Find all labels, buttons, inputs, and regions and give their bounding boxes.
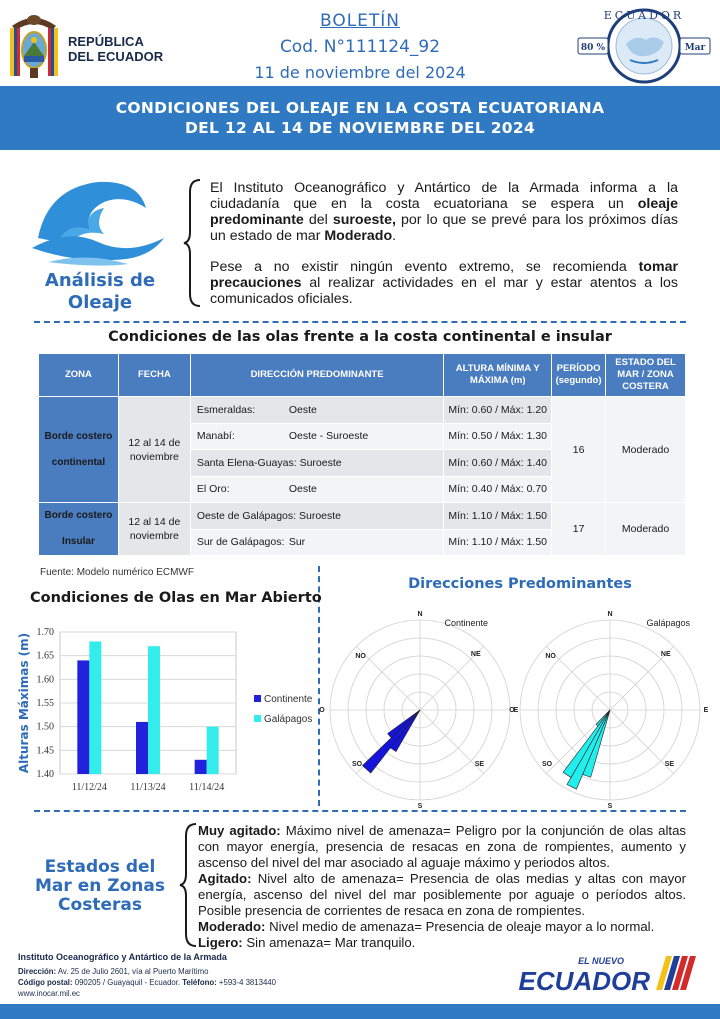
seal-left-badge: 80 % bbox=[580, 43, 606, 53]
analysis-title-line1: Análisis de bbox=[44, 270, 156, 291]
direction-value: Sur bbox=[288, 536, 306, 549]
place-name: Esmeraldas: bbox=[196, 403, 256, 416]
logo-big-text: ECUADOR bbox=[518, 966, 650, 996]
period-continental: 16 bbox=[552, 397, 606, 503]
place-name: El Oro: bbox=[196, 483, 230, 496]
legend-swatch-continente bbox=[254, 695, 261, 702]
rose-chart-continente bbox=[319, 611, 520, 810]
table-title: Condiciones de las olas frente a la costa continental e insular bbox=[108, 329, 612, 345]
bar-continente-1 bbox=[136, 722, 148, 774]
footer-contact bbox=[18, 966, 276, 999]
period-insular: 17 bbox=[552, 503, 606, 556]
direction-label-s: S bbox=[417, 803, 423, 810]
legend-swatch-galápagos bbox=[254, 715, 261, 722]
bulletin-label: BOLETÍN bbox=[319, 11, 401, 31]
direction-value: Suroeste bbox=[298, 509, 342, 522]
place-name: Santa Elena-Guayas: bbox=[196, 456, 297, 469]
state-label: Muy agitado: bbox=[198, 823, 281, 838]
direction-cell bbox=[190, 503, 444, 530]
direction-label-no: NO bbox=[355, 652, 366, 660]
direction-value: Oeste - Suroeste bbox=[288, 430, 369, 443]
direction-label-no: NO bbox=[545, 652, 556, 660]
direction-label-so: SO bbox=[541, 760, 553, 768]
analysis-title bbox=[20, 270, 180, 314]
rose-spoke bbox=[356, 646, 420, 710]
date-insular: 12 al 14 de noviembre bbox=[118, 503, 190, 556]
zone-continental: Borde costero continental bbox=[39, 397, 119, 503]
legend-label-galápagos: Galápagos bbox=[264, 714, 313, 725]
direction-label-n: N bbox=[417, 611, 423, 618]
table-source: Fuente: Modelo numérico ECMWF bbox=[40, 567, 194, 578]
text-run: del bbox=[303, 212, 333, 228]
footer-web-link[interactable]: www.inocar.mil.ec bbox=[18, 989, 80, 998]
state-description: Sin amenaza= Mar tranquilo. bbox=[242, 935, 416, 950]
rose-title: Continente bbox=[444, 618, 488, 628]
wave-icon bbox=[28, 168, 168, 268]
direction-label-so: SO bbox=[351, 760, 363, 768]
direction-label-o: O bbox=[319, 707, 325, 714]
place-name: Oeste de Galápagos: bbox=[196, 509, 297, 522]
bulletin-code: Cod. N°111124_92 bbox=[279, 37, 441, 57]
header-estado: ESTADO DEL MAR / ZONA COSTERA bbox=[606, 354, 686, 397]
direction-label-s: S bbox=[607, 803, 613, 810]
state-label: Ligero: bbox=[198, 935, 243, 950]
bar-galápagos-1 bbox=[148, 646, 160, 774]
ecuador-80-mar-seal-icon bbox=[574, 4, 714, 84]
text-run: Pese a no existir ningún evento extremo, se recomienda bbox=[210, 259, 639, 275]
direction-label-ne: NE bbox=[660, 651, 671, 658]
direction-cell bbox=[190, 423, 444, 450]
footer-phone: +593-4 3813440 bbox=[216, 978, 276, 987]
footer-postal: 090205 / Guayaquil - Ecuador. bbox=[72, 978, 183, 987]
text-bold: suroeste, bbox=[332, 212, 396, 228]
direction-cell bbox=[190, 476, 444, 503]
states-list bbox=[198, 823, 686, 951]
republic-logo bbox=[6, 12, 166, 80]
footer-label: Código postal: bbox=[18, 978, 73, 987]
bulletin-date: 11 de noviembre del 2024 bbox=[254, 63, 466, 82]
text-bold: Moderado bbox=[324, 228, 393, 244]
y-tick-label: 1.50 bbox=[36, 721, 54, 733]
rose-title: Galápagos bbox=[646, 618, 690, 628]
height-cell: Mín: 0.40 / Máx: 0.70 bbox=[444, 476, 552, 503]
header-zona: ZONA bbox=[39, 354, 119, 397]
footer-address: Av. 25 de Julio 2601, vía al Puerto Marítimo bbox=[56, 967, 209, 976]
text-run: al realizar actividades en el mar y estar atentos a los comunicados oficiales. bbox=[210, 275, 678, 307]
states-title-line3: Costeras bbox=[58, 895, 142, 915]
rose-group-title: Direcciones Predominantes bbox=[408, 576, 632, 592]
y-tick-label: 1.60 bbox=[36, 674, 54, 686]
bottom-bar bbox=[0, 1004, 720, 1019]
state-description: Nivel medio de amenaza= Presencia de oleaje mayor a lo normal. bbox=[265, 919, 655, 934]
direction-value: Suroeste bbox=[299, 456, 342, 469]
rose-spoke bbox=[546, 646, 610, 710]
state-label: Agitado: bbox=[198, 871, 252, 886]
title-banner bbox=[0, 86, 720, 150]
direction-value: Oeste bbox=[288, 403, 317, 416]
el-nuevo-ecuador-logo bbox=[518, 950, 702, 996]
place-name: Sur de Galápagos: bbox=[196, 536, 285, 549]
place-name: Manabí: bbox=[196, 430, 235, 443]
state-insular: Moderado bbox=[606, 503, 686, 556]
bar-galápagos-2 bbox=[207, 727, 219, 774]
footer-label: Dirección: bbox=[18, 967, 57, 976]
header-direccion: DIRECCIÓN PREDOMINANTE bbox=[190, 354, 444, 397]
bar-chart bbox=[8, 614, 318, 800]
y-tick-label: 1.55 bbox=[36, 698, 54, 709]
states-title-line1: Estados del bbox=[44, 857, 156, 877]
banner-line1: CONDICIONES DEL OLEAJE EN LA COSTA ECUATORIANA bbox=[115, 99, 605, 117]
table-header-row bbox=[39, 354, 686, 397]
text-bold: tomar precauciones bbox=[210, 259, 678, 291]
wave-conditions-table bbox=[38, 353, 686, 556]
banner-line2: DEL 12 AL 14 DE NOVIEMBRE DEL 2024 bbox=[184, 119, 536, 137]
table-row bbox=[39, 397, 686, 424]
x-tick-label: 11/12/24 bbox=[71, 782, 107, 793]
states-title bbox=[20, 858, 180, 915]
x-tick-label: 11/14/24 bbox=[189, 782, 225, 793]
direction-label-o: O bbox=[509, 707, 515, 714]
direction-value: Oeste bbox=[288, 483, 317, 496]
header-periodo: PERÍODO (segundo) bbox=[552, 354, 606, 397]
height-cell: Mín: 0.60 / Máx: 1.20 bbox=[444, 397, 552, 424]
analysis-paragraph-1 bbox=[210, 180, 678, 244]
state-item bbox=[198, 823, 686, 871]
coat-of-arms-icon bbox=[6, 12, 62, 80]
analysis-text bbox=[210, 180, 678, 322]
x-tick-label: 11/13/24 bbox=[130, 782, 166, 793]
direction-label-e: E bbox=[703, 707, 709, 714]
date-continental: 12 al 14 de noviembre bbox=[118, 397, 190, 503]
table-row bbox=[39, 503, 686, 530]
state-continental: Moderado bbox=[606, 397, 686, 503]
state-description: Nivel alto de amenaza= Presencia de olas medias y altas con mayor energía, ascenso del nivel del mar posiblemente por aguaje o períodos altos. Posible presencia de corrientes de resaca en zona de rompientes. bbox=[198, 871, 686, 918]
state-item bbox=[198, 935, 686, 951]
header-fecha: FECHA bbox=[118, 354, 190, 397]
direction-cell bbox=[190, 529, 444, 556]
height-cell: Mín: 0.50 / Máx: 1.30 bbox=[444, 423, 552, 450]
footer-postal-line bbox=[18, 977, 276, 988]
brace-icon bbox=[178, 822, 200, 948]
states-title-line2: Mar en Zonas bbox=[35, 876, 165, 896]
header-altura: ALTURA MÍNIMA Y MÁXIMA (m) bbox=[444, 354, 552, 397]
section-divider bbox=[34, 321, 686, 323]
analysis-paragraph-2 bbox=[210, 259, 678, 307]
height-cell: Mín: 1.10 / Máx: 1.50 bbox=[444, 529, 552, 556]
height-cell: Mín: 0.60 / Máx: 1.40 bbox=[444, 450, 552, 477]
direction-cell bbox=[190, 397, 444, 424]
bar-chart-title: Condiciones de Olas en Mar Abierto bbox=[30, 590, 322, 606]
bar-galápagos-0 bbox=[89, 641, 101, 774]
seal-top-text: ECUADOR bbox=[603, 9, 685, 22]
footer-address-line bbox=[18, 966, 276, 977]
text-run: El Instituto Oceanográfico y Antártico de la Armada informa a la ciudadanía que en la costa ecuatoriana se espera un bbox=[210, 180, 678, 212]
zone-insular: Borde costero Insular bbox=[39, 503, 119, 556]
seal-right-badge: Mar bbox=[684, 43, 706, 53]
state-description: Máximo nivel de amenaza= Peligro por la conjunción de olas altas con mayor energía, presencia de resacas en zona de rompientes, aumento y ascenso del nivel del mar asociado al aguaje máximo y periodos altos. bbox=[198, 823, 686, 870]
bar-continente-0 bbox=[77, 660, 89, 774]
direction-label-e: E bbox=[513, 707, 519, 714]
direction-cell bbox=[190, 450, 444, 477]
logo-small-text: EL NUEVO bbox=[578, 956, 624, 966]
section-divider bbox=[34, 810, 686, 812]
country-name-line1: REPÚBLICA bbox=[68, 34, 144, 49]
footer-label: Teléfono: bbox=[182, 978, 217, 987]
text-run: . bbox=[392, 228, 397, 244]
direction-label-ne: NE bbox=[470, 651, 481, 658]
text-run: por lo que se prevé para los próximos días un estado de mar bbox=[210, 212, 678, 244]
bar-continente-2 bbox=[195, 760, 207, 774]
text-bold: oleaje predominante bbox=[210, 196, 678, 228]
y-tick-label: 1.65 bbox=[36, 650, 54, 662]
state-label: Moderado: bbox=[198, 919, 266, 934]
y-tick-label: 1.45 bbox=[36, 745, 54, 757]
analysis-title-line2: Oleaje bbox=[67, 292, 133, 313]
state-item bbox=[198, 871, 686, 919]
country-name-line2: DEL ECUADOR bbox=[68, 49, 164, 64]
direction-label-n: N bbox=[607, 611, 613, 618]
footer-institute: Instituto Oceanográfico y Antártico de la Armada bbox=[18, 952, 227, 962]
legend-label-continente: Continente bbox=[264, 694, 313, 705]
bulletin-header bbox=[200, 8, 520, 85]
y-tick-label: 1.70 bbox=[36, 627, 54, 638]
y-tick-label: 1.40 bbox=[36, 769, 54, 780]
state-item bbox=[198, 919, 686, 935]
direction-label-se: SE bbox=[474, 760, 485, 768]
y-axis-label: Alturas Máximas (m) bbox=[17, 632, 31, 774]
brace-icon bbox=[182, 178, 204, 308]
direction-label-se: SE bbox=[664, 760, 675, 768]
height-cell: Mín: 1.10 / Máx: 1.50 bbox=[444, 503, 552, 530]
rose-chart-galapagos bbox=[509, 611, 710, 810]
